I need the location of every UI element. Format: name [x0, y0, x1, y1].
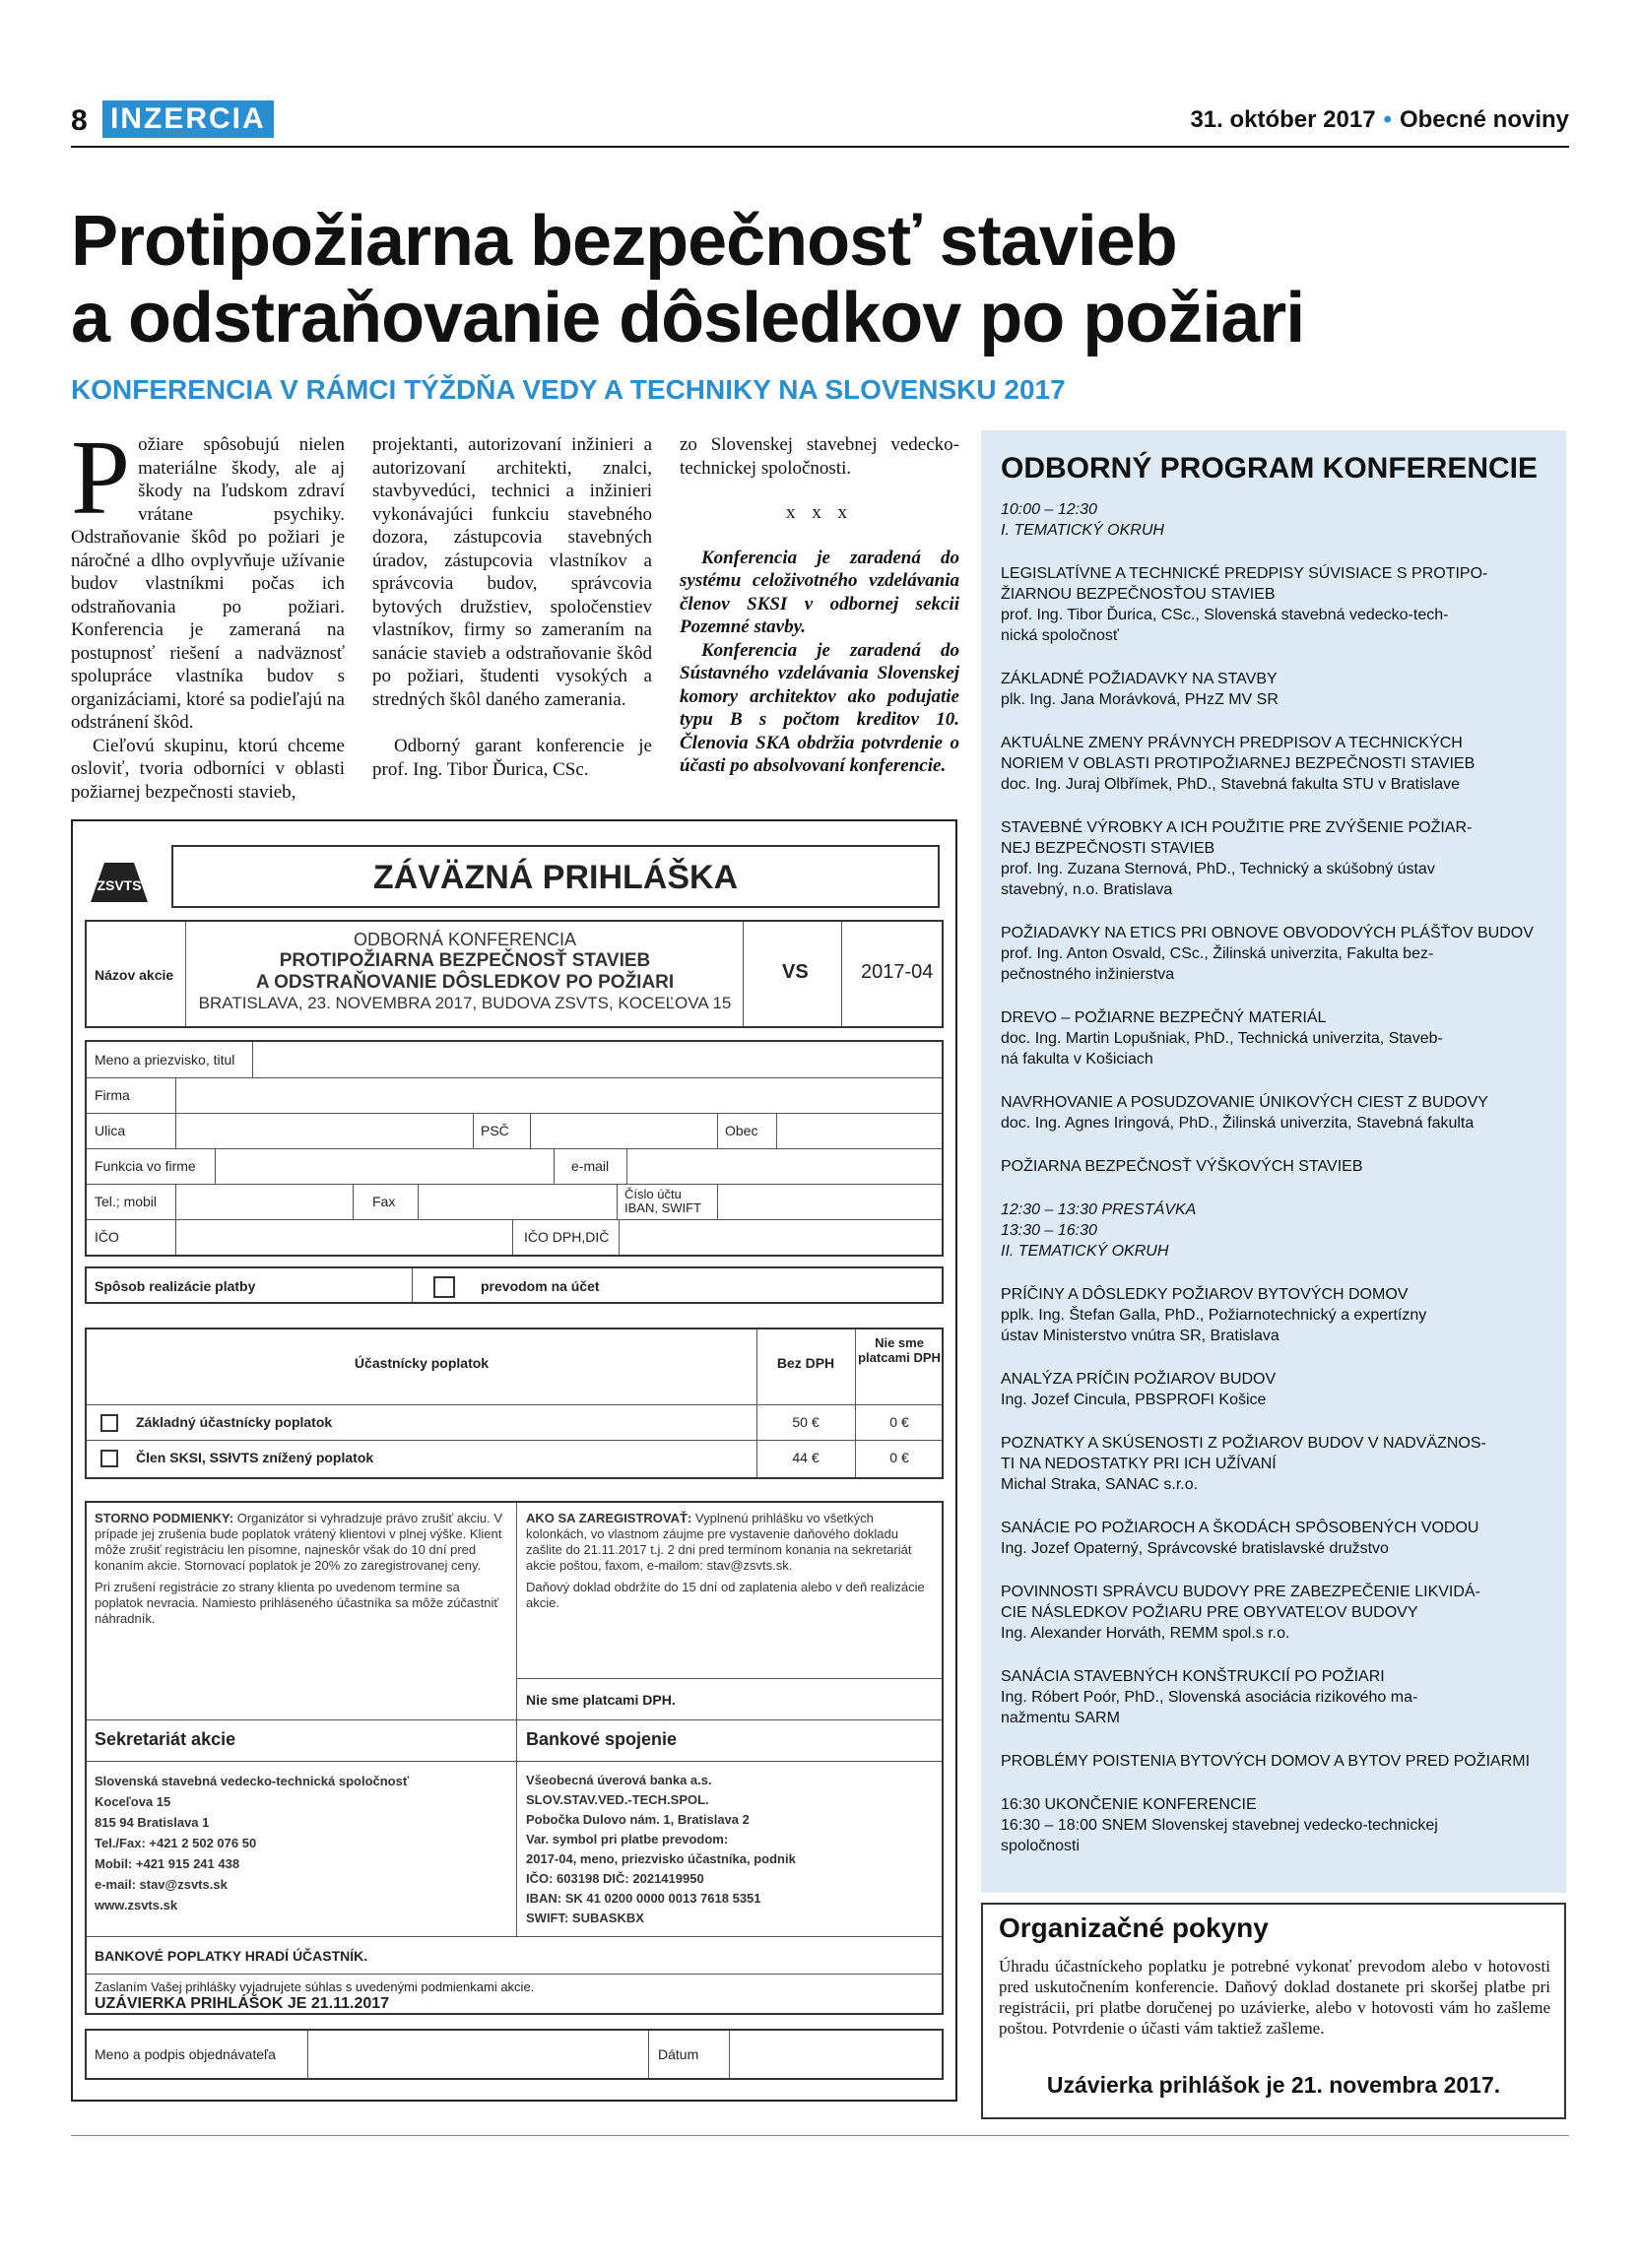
program-line: 10:00 – 12:30	[1001, 501, 1097, 518]
fee-member-price: 44 €	[792, 1450, 820, 1465]
program-line: 13:30 – 16:30	[1001, 1222, 1097, 1239]
secretariat-phone: Tel./Fax: +421 2 502 076 50	[95, 1836, 257, 1850]
bank-var-symbol-label: Var. symbol pri platbe prevodom:	[526, 1832, 729, 1847]
consent-note: Zaslaním Vašej prihlášky vyjadrujete súhlas s uvedenými podmienkami akcie.	[95, 1979, 535, 1994]
program-line: ZÁKLADNÉ POŽIADAVKY NA STAVBY	[1001, 671, 1278, 687]
form-deadline: UZÁVIERKA PRIHLÁŠOK JE 21.11.2017	[95, 1995, 390, 2012]
event-kind: ODBORNÁ KONFERENCIA	[353, 930, 577, 949]
program-item	[1001, 1199, 1552, 1262]
program-line: NAVRHOVANIE A POSUDZOVANIE ÚNIKOVÝCH CIEST Z BUDOVY	[1001, 1094, 1488, 1111]
program-line: POZNATKY A SKÚSENOSTI Z POŽIAROV BUDOV V NADVÄZNOS-	[1001, 1435, 1486, 1452]
bank-iban: IBAN: SK 41 0200 0000 0013 7618 5351	[526, 1891, 761, 1906]
col2-paragraph-2: Odborný garant konferencie je prof. Ing. Tibor Ďurica, CSc.	[372, 736, 652, 780]
vs-label: VS	[782, 961, 809, 983]
col3-paragraph-3: Konferencia je zaradená do Sústavného vzdelávania Slovenskej komory architektov ako podujatie typu B s počtom kreditov 10. Členovia SKA obdržia potvrdenie o účasti po absolvovaní konferencie.	[680, 639, 959, 776]
organization-title: Organizačné pokyny	[999, 1912, 1269, 1943]
secretariat-mobile: Mobil: +421 915 241 438	[95, 1856, 240, 1871]
registration-info	[526, 1511, 938, 1611]
issue-date: 31. október 2017	[1190, 106, 1376, 133]
drop-cap: P	[71, 420, 131, 537]
svg-text:ZSVTS: ZSVTS	[97, 877, 142, 893]
issue-info	[1190, 106, 1569, 134]
bank-swift: SWIFT: SUBASKBX	[526, 1911, 644, 1925]
bank-account-holder: SLOV.STAV.VED.-TECH.SPOL.	[526, 1792, 709, 1807]
program-line: CIE NÁSLEDKOV POŽIARU PRE OBYVATEĽOV BUDOVY	[1001, 1604, 1418, 1621]
registration-form	[71, 819, 957, 2102]
article-title	[71, 203, 1568, 356]
date-label: Dátum	[658, 2046, 699, 2062]
conditions-box	[85, 1501, 944, 2015]
fee-basic-label: Základný účastnícky poplatok	[136, 1414, 333, 1430]
program-item	[1001, 1433, 1552, 1495]
organization-text: Úhradu účastníckeho poplatku je potrebné vykonať prevodom alebo v hotovosti pred uskutočnením konferencie. Daňový doklad dostanete pri skoršej platbe pri registrácii, pri platbe doručenej po uzávierke, alebo v hotovosti vám ho zašleme poštou. Potvrdenie o účasti vám taktiež zašleme.	[999, 1957, 1550, 2038]
street-field[interactable]	[175, 1113, 176, 1148]
vs-value: 2017-04	[861, 961, 934, 983]
program-line: 16:30 UKONČENIE KONFERENCIE	[1001, 1796, 1257, 1813]
program-line: DREVO – POŽIARNE BEZPEČNÝ MATERIÁL	[1001, 1009, 1327, 1026]
event-label: Názov akcie	[95, 967, 174, 983]
col1-paragraph-1: ožiare spôsobujú nielen materiálne škody, ale aj škody na ľudskom zdraví vrátane psychiky. Odstraňovanie škôd po požiari je náročné a dlho ovplyvňuje užívanie budov vlastníkmi počas ich odstraňovania po požiari. Konferencia je zameraná na postupnosť riešení a nadväznosť spolupráce vlastníka budov s organizáciami, ktoré sa podieľajú na odstránení škôd.	[71, 434, 345, 733]
program-line: nažmentu SARM	[1001, 1710, 1120, 1726]
separator: •	[1383, 106, 1392, 133]
program-line: nická spoločnosť	[1001, 627, 1119, 644]
fee-header: Účastnícky poplatok	[354, 1355, 490, 1371]
program-item	[1001, 1369, 1552, 1410]
page-number: 8	[71, 104, 88, 137]
form-title-box	[171, 845, 940, 908]
transfer-checkbox[interactable]	[433, 1276, 455, 1298]
street-label: Ulica	[95, 1123, 126, 1138]
program-line: LEGISLATÍVNE A TECHNICKÉ PREDPISY SÚVISIACE S PROTIPO-	[1001, 565, 1488, 582]
program-line: NEJ BEZPEČNOSTI STAVIEB	[1001, 840, 1215, 857]
secretariat-title: Sekretariát akcie	[95, 1729, 236, 1749]
program-item	[1001, 1666, 1552, 1728]
event-details	[189, 930, 741, 1013]
secretariat-email: e-mail: stav@zsvts.sk	[95, 1877, 228, 1892]
organization-box	[981, 1903, 1566, 2119]
col3-paragraph-1: zo Slovenskej stavebnej vedecko-technickej spoločnosti.	[680, 434, 959, 479]
program-item	[1001, 669, 1552, 710]
storno-conditions	[95, 1511, 508, 1627]
program-line: prof. Ing. Tibor Ďurica, CSc., Slovenská stavebná vedecko-tech-	[1001, 607, 1449, 623]
program-line: STAVEBNÉ VÝROBKY A ICH POUŽITIE PRE ZVÝŠENIE POŽIAR-	[1001, 819, 1473, 836]
program-item	[1001, 923, 1552, 985]
ico-field[interactable]	[175, 1219, 176, 1255]
secretariat-contact	[95, 1771, 409, 1915]
article-subtitle: KONFERENCIA V RÁMCI TÝŽDŇA VEDY A TECHNIKY NA SLOVENSKU 2017	[71, 374, 1066, 405]
role-label: Funkcia vo firme	[95, 1158, 196, 1174]
fee-basic-nonpayer: 0 €	[889, 1414, 909, 1430]
storno-text-2: Pri zrušení registrácie zo strany klienta po uvedenom termíne sa poplatok nevracia. Namiesto prihláseného účastníka sa môže zúčastniť náhradník.	[95, 1580, 499, 1626]
bank-fees-note: BANKOVÉ POPLATKY HRADÍ ÚČASTNÍK.	[95, 1948, 368, 1964]
program-line: doc. Ing. Agnes Iringová, PhD., Žilinská univerzita, Stavebná fakulta	[1001, 1115, 1475, 1132]
col1-paragraph-2: Cieľovú skupinu, ktorú chceme osloviť, tvoria odborníci v oblasti požiarnej bezpečnosti stavieb,	[71, 735, 345, 803]
secretariat-web: www.zsvts.sk	[95, 1898, 178, 1912]
storno-title: STORNO PODMIENKY:	[95, 1511, 234, 1525]
title-line-2: a odstraňovanie dôsledkov po požiari	[71, 279, 1305, 357]
program-line: Ing. Jozef Opaterný, Správcovské bratislavské družstvo	[1001, 1540, 1389, 1557]
program-line: doc. Ing. Martin Lopušniak, PhD., Technická univerzita, Staveb-	[1001, 1030, 1443, 1047]
section-break: x x x	[786, 502, 853, 523]
firm-field[interactable]	[175, 1077, 176, 1113]
personal-fields	[85, 1040, 944, 1257]
phone-field[interactable]	[175, 1184, 176, 1219]
program-item	[1001, 1092, 1552, 1134]
program-item	[1001, 499, 1552, 541]
title-line-1: Protipožiarna bezpečnosť stavieb	[71, 202, 1177, 281]
fax-label: Fax	[372, 1194, 396, 1209]
signature-label: Meno a podpis objednávateľa	[95, 2046, 276, 2062]
footer-rule	[71, 2135, 1569, 2136]
name-field[interactable]	[252, 1042, 253, 1077]
icdph-label: IČO DPH,DIČ	[524, 1229, 610, 1245]
bank-title: Bankové spojenie	[526, 1729, 678, 1749]
payment-label: Spôsob realizácie platby	[95, 1278, 256, 1294]
program-line: ná fakulta v Košiciach	[1001, 1051, 1153, 1068]
program-item	[1001, 1156, 1552, 1177]
program-item	[1001, 563, 1552, 646]
signature-field[interactable]	[307, 2031, 308, 2078]
fee-table	[85, 1328, 944, 1479]
program-line: NORIEM V OBLASTI PROTIPOŽIARNEJ BEZPEČNOSTI STAVIEB	[1001, 755, 1476, 772]
program-line: Ing. Róbert Poór, PhD., Slovenská asociácia rizikového ma-	[1001, 1689, 1418, 1706]
program-line: POŽIARNA BEZPEČNOSŤ VÝŠKOVÝCH STAVIEB	[1001, 1158, 1363, 1175]
program-line: ŽIARNOU BEZPEČNOSŤOU STAVIEB	[1001, 586, 1276, 603]
psc-label: PSČ	[481, 1123, 509, 1138]
program-item	[1001, 1518, 1552, 1559]
program-box	[981, 430, 1566, 1893]
zsvts-logo	[85, 855, 154, 910]
registration-text-2: Daňový doklad obdržíte do 15 dní od zaplatenia alebo v deň realizácie akcie.	[526, 1580, 925, 1610]
program-line: II. TEMATICKÝ OKRUH	[1001, 1243, 1169, 1260]
firm-label: Firma	[95, 1087, 130, 1103]
program-line: pečnostného inžinierstva	[1001, 966, 1175, 983]
program-line: 16:30 – 18:00 SNEM Slovenskej stavebnej vedecko-technickej	[1001, 1817, 1438, 1834]
date-field[interactable]	[729, 2031, 730, 2078]
program-line: plk. Ing. Jana Morávková, PHzZ MV SR	[1001, 691, 1279, 708]
program-title: ODBORNÝ PROGRAM KONFERENCIE	[1001, 452, 1539, 485]
program-line: TI NA NEDOSTATKY PRI ICH UŽÍVANÍ	[1001, 1456, 1277, 1472]
program-line: prof. Ing. Anton Osvald, CSc., Žilinská univerzita, Fakulta bez-	[1001, 945, 1434, 962]
program-line: POŽIADAVKY NA ETICS PRI OBNOVE OBVODOVÝCH PLÁŠŤOV BUDOV	[1001, 925, 1534, 941]
program-line: ústav Ministerstvo vnútra SR, Bratislava	[1001, 1328, 1279, 1344]
bank-var-symbol: 2017-04, meno, priezvisko účastníka, podnik	[526, 1851, 796, 1866]
registration-text: Vyplnenú prihlášku vo všetkých kolonkách, vo vlastnom záujme pre vystavenie daňového dokladu zašlite do 21.11.2017 t.j. 2 dni pred termínom konania na sekretariát akcie poštou, faxom, e-mailom: stav@zsvts.sk.	[526, 1511, 912, 1573]
phone-label: Tel.; mobil	[95, 1194, 158, 1209]
program-line: I. TEMATICKÝ OKRUH	[1001, 522, 1164, 539]
program-item	[1001, 733, 1552, 795]
article-column-1	[71, 420, 345, 804]
header-rule	[71, 146, 1569, 148]
psc-field[interactable]	[530, 1113, 531, 1148]
event-name-1: PROTIPOŽIARNA BEZPEČNOSŤ STAVIEB	[279, 950, 651, 971]
program-line: PRÍČINY A DÔSLEDKY POŽIAROV BYTOVÝCH DOMOV	[1001, 1286, 1409, 1303]
fee-basic-price: 50 €	[792, 1414, 820, 1430]
program-line: Michal Straka, SANAC s.r.o.	[1001, 1476, 1199, 1493]
program-line: SANÁCIA STAVEBNÝCH KONŠTRUKCIÍ PO POŽIARI	[1001, 1668, 1385, 1685]
program-line: doc. Ing. Juraj Olbřímek, PhD., Stavebná fakulta STU v Bratislave	[1001, 776, 1460, 793]
program-line: Ing. Jozef Cincula, PBSPROFI Košice	[1001, 1392, 1267, 1408]
email-field[interactable]	[626, 1148, 627, 1184]
fee-member-label: Člen SKSI, SSłVTS znížený poplatok	[136, 1450, 374, 1465]
transfer-option: prevodom na účet	[481, 1278, 600, 1294]
account-label: Číslo účtu IBAN, SWIFT	[624, 1187, 701, 1215]
signature-row	[85, 2029, 944, 2080]
fee-member-nonpayer: 0 €	[889, 1450, 909, 1465]
publication-name: Obecné noviny	[1399, 106, 1569, 133]
program-line: ANALÝZA PRÍČIN POŽIAROV BUDOV	[1001, 1371, 1277, 1388]
col2-paragraph-1: projektanti, autorizovaní inžinieri a autorizovaní architekti, znalci, stavbyvedúci, technici a inžinieri vykonávajúci funkciu stavebného dozora, zástupcovia stavebných úradov, zástupcovia vlastníkov a správcovia budov, správcovia bytových družstiev, spoločenstiev vlastníkov, firmy so zameraním na sanácie stavieb a odstraňovanie škôd po požiari, študenti vysokých a stredných škôl daného zamerania.	[372, 434, 652, 710]
program-line: prof. Ing. Zuzana Sternová, PhD., Technický a skúšobný ústav	[1001, 861, 1435, 877]
program-line: stavebný, n.o. Bratislava	[1001, 881, 1173, 898]
program-line: Ing. Alexander Horváth, REMM spol.s r.o.	[1001, 1625, 1290, 1642]
section-label: INZERCIA	[102, 100, 274, 138]
role-field[interactable]	[215, 1148, 216, 1184]
program-item	[1001, 1582, 1552, 1644]
program-item	[1001, 1007, 1552, 1069]
fee-member-checkbox[interactable]	[100, 1450, 118, 1467]
city-label: Obec	[725, 1123, 758, 1138]
email-label: e-mail	[571, 1158, 610, 1174]
payment-row	[85, 1266, 944, 1304]
secretariat-street: Koceľova 15	[95, 1794, 171, 1809]
secretariat-org: Slovenská stavebná vedecko-technická spoločnosť	[95, 1774, 410, 1788]
non-vat-note: Nie sme platcami DPH.	[526, 1692, 676, 1708]
fee-col-no-vat: Bez DPH	[776, 1355, 835, 1371]
program-line: POVINNOSTI SPRÁVCU BUDOVY PRE ZABEZPEČENIE LIKVIDÁ-	[1001, 1584, 1480, 1600]
name-label: Meno a priezvisko, titul	[95, 1052, 235, 1068]
registration-title: AKO SA ZAREGISTROVAŤ:	[526, 1511, 692, 1525]
program-line: pplk. Ing. Štefan Galla, PhD., Požiarnotechnický a expertízny	[1001, 1307, 1427, 1324]
account-field[interactable]	[717, 1184, 718, 1219]
article-column-2	[372, 433, 652, 781]
organization-deadline: Uzávierka prihlášok je 21. novembra 2017.	[1046, 2072, 1501, 2098]
icdph-field[interactable]	[619, 1219, 620, 1255]
bank-ico-dic: IČO: 603198 DIČ: 2021419950	[526, 1871, 704, 1886]
article-column-3	[680, 433, 959, 778]
program-item	[1001, 1794, 1552, 1856]
program-line: 12:30 – 13:30 PRESTÁVKA	[1001, 1201, 1197, 1218]
col3-paragraph-2: Konferencia je zaradená do systému celoživotného vzdelávania členov SKSI v odbornej sekcii Pozemné stavby.	[680, 547, 959, 637]
form-title: ZÁVÄZNÁ PRIHLÁŠKA	[372, 859, 739, 896]
storno-text: Organizátor si vyhradzuje právo zrušiť akciu. V prípade jej zrušenia bude poplatok vrátený klientovi v plnej výške. Klient môže zrušiť registráciu len písomne, najneskôr však do 10 dní pred konaním akcie. Stornovací poplatok je 20% zo zaregistrovanej ceny.	[95, 1511, 503, 1573]
bank-branch: Pobočka Dulovo nám. 1, Bratislava 2	[526, 1812, 750, 1827]
program-line: PROBLÉMY POISTENIA BYTOVÝCH DOMOV A BYTOV PRED POŽIARMI	[1001, 1753, 1531, 1770]
event-box	[85, 920, 944, 1028]
bank-name: Všeobecná úverová banka a.s.	[526, 1773, 712, 1787]
fee-basic-checkbox[interactable]	[100, 1414, 118, 1432]
secretariat-city: 815 94 Bratislava 1	[95, 1815, 210, 1830]
fax-field[interactable]	[418, 1184, 419, 1219]
city-field[interactable]	[776, 1113, 777, 1148]
program-line: spoločnosti	[1001, 1838, 1081, 1854]
program-item	[1001, 1751, 1552, 1772]
event-name-2: A ODSTRAŇOVANIE DÔSLEDKOV PO POŽIARI	[255, 972, 675, 993]
ico-label: IČO	[95, 1229, 119, 1245]
bank-details	[526, 1771, 796, 1928]
program-line: SANÁCIE PO POŽIAROCH A ŠKODÁCH SPÔSOBENÝCH VODOU	[1001, 1520, 1479, 1536]
event-place: BRATISLAVA, 23. NOVEMBRA 2017, BUDOVA ZSVTS, KOCEĽOVA 15	[198, 994, 732, 1012]
program-item	[1001, 817, 1552, 900]
program-item	[1001, 1284, 1552, 1346]
fee-col-nonpayer: Nie sme platcami DPH	[858, 1335, 941, 1365]
program-line: AKTUÁLNE ZMENY PRÁVNYCH PREDPISOV A TECHNICKÝCH	[1001, 735, 1463, 751]
